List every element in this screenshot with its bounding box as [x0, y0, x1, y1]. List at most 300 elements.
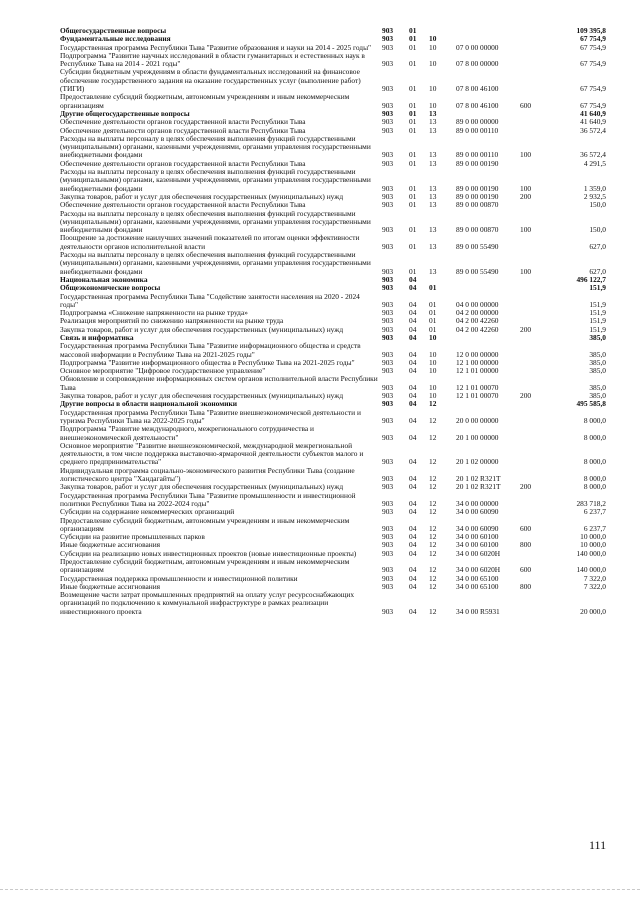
row-expense-type-code [520, 201, 548, 209]
row-subsection-code: 13 [429, 241, 437, 251]
row-section-code: 01 [409, 191, 417, 201]
row-grbs-code: 903 [382, 357, 394, 367]
row-section-code: 01 [409, 108, 417, 118]
row-section-code: 04 [409, 308, 417, 318]
row-grbs-code: 903 [382, 324, 394, 334]
row-amount: 7 322,0 [583, 573, 606, 583]
row-section-code: 04 [409, 316, 417, 326]
row-subsection-code: 12 [429, 474, 437, 484]
row-expense-type-code: 100 [520, 225, 532, 235]
row-target-article-code: 07 8 00 46100 [456, 84, 499, 94]
row-amount: 140 000,0 [576, 565, 606, 575]
row-expense-type-code [520, 359, 548, 367]
row-amount: 151,9 [589, 316, 606, 326]
row-section-code: 01 [409, 26, 417, 35]
row-amount: 627,0 [589, 266, 606, 276]
row-name: Государственная поддержка промышленности и инвестиционной политики [60, 573, 298, 583]
row-section-code: 01 [409, 125, 417, 135]
row-amount: 67 754,9 [580, 59, 606, 69]
row-name: Закупка товаров, работ и услуг для обеспечения государственных (муниципальных) нужд [60, 391, 344, 401]
row-grbs-code: 903 [382, 158, 394, 168]
row-expense-type-code [520, 334, 548, 342]
row-target-article-code: 04 0 00 00000 [456, 299, 499, 309]
row-target-article-code: 12 1 00 00000 [456, 357, 499, 367]
row-subsection-code: 10 [429, 357, 437, 367]
row-section-code: 04 [409, 581, 417, 591]
table-row [60, 234, 606, 251]
row-target-article-code: 34 0 00 60090 [456, 523, 499, 533]
row-section-code: 04 [409, 324, 417, 334]
row-section-code: 01 [409, 241, 417, 251]
row-name: Государственная программа Республики Тыва "Развитие информационного общества и средств массовой информации в Республике Тыва на 2021-2025 годы" [60, 341, 361, 359]
row-grbs-code: 903 [382, 548, 394, 558]
row-grbs-code: 903 [382, 59, 394, 69]
row-grbs-code: 903 [382, 482, 394, 492]
row-amount: 67 754,9 [580, 84, 606, 94]
row-name: Субсидии на реализацию новых инвестиционных проектов (новые инвестиционные проекты) [60, 548, 357, 558]
row-amount: 8 000,0 [583, 457, 606, 467]
row-expense-type-code: 200 [520, 482, 532, 492]
row-expense-type-code [520, 492, 548, 509]
row-name: Фундаментальные исследования [60, 34, 171, 44]
row-section-code: 04 [409, 432, 417, 442]
row-amount: 36 572,4 [580, 125, 606, 135]
row-section-code: 04 [409, 391, 417, 401]
row-target-article-code: 12 0 00 00000 [456, 349, 499, 359]
row-name: Общегосударственные вопросы [60, 26, 167, 35]
row-expense-type-code [520, 234, 548, 251]
row-section-code: 04 [409, 573, 417, 583]
row-expense-type-code [520, 309, 548, 317]
row-expense-type-code [520, 293, 548, 310]
row-name: Реализация мероприятий по снижению напряженности на рынке труда [60, 316, 284, 326]
row-amount: 151,9 [589, 308, 606, 318]
row-section-code: 01 [409, 158, 417, 168]
row-name: Подпрограмма "Развитие информационного общества в Республике Тыва на 2021-2025 годы" [60, 357, 355, 367]
row-target-article-code: 89 0 00 00110 [456, 125, 499, 135]
row-amount: 41 640,9 [580, 108, 606, 118]
row-name: Обеспечение деятельности органов государственной власти Республики Тыва [60, 125, 306, 135]
budget-table [60, 27, 606, 616]
row-amount: 109 395,8 [576, 26, 606, 35]
row-expense-type-code [520, 550, 548, 558]
row-name: Расходы на выплаты персоналу в целях обеспечения выполнения функций государственными (муниципальными) органами, казенными учреждениями, органами управления государственными внебюджетными фондами [60, 250, 371, 276]
row-section-code: 01 [409, 117, 417, 127]
row-name: Подпрограмма "Развитие научных исследований в области гуманитарных и естественных наук в Республике Тыва на 2014 - 2021 годы" [60, 50, 365, 69]
row-grbs-code: 903 [382, 349, 394, 359]
row-amount: 1 359,0 [583, 183, 606, 193]
table-row [60, 326, 606, 334]
table-row [60, 251, 606, 276]
table-row [60, 135, 606, 160]
row-target-article-code: 04 2 00 00000 [456, 308, 499, 318]
row-target-article-code: 07 8 00 00000 [456, 59, 499, 69]
row-subsection-code: 10 [429, 84, 437, 94]
row-amount: 6 237,7 [583, 507, 606, 517]
row-expense-type-code: 600 [520, 100, 532, 110]
row-expense-type-code: 100 [520, 150, 532, 160]
row-name: Предоставление субсидий бюджетным, автономным учреждениям и иным некоммерческим организациям [60, 557, 350, 575]
table-row [60, 442, 606, 467]
row-name: Субсидии бюджетным учреждениям в области фундаментальных исследований на финансовое обеспечение государственного задания на оказание государственных услуг (выполнение работ) (ТИГИ) [60, 67, 361, 94]
table-row [60, 52, 606, 69]
row-subsection-code: 10 [429, 100, 437, 110]
row-expense-type-code [520, 27, 548, 35]
row-expense-type-code [520, 110, 548, 118]
row-amount: 41 640,9 [580, 117, 606, 127]
row-subsection-code: 12 [429, 498, 437, 508]
row-grbs-code: 903 [382, 532, 394, 542]
row-amount: 151,9 [589, 299, 606, 309]
row-grbs-code: 903 [382, 332, 394, 342]
row-target-article-code: 34 0 00 65100 [456, 581, 499, 591]
row-grbs-code: 903 [382, 432, 394, 442]
row-expense-type-code: 800 [520, 581, 532, 591]
row-grbs-code: 903 [382, 366, 394, 376]
row-grbs-code: 903 [382, 150, 394, 160]
row-section-code: 01 [409, 200, 417, 210]
row-target-article-code: 34 0 00 6020H [456, 565, 501, 575]
row-target-article-code: 20 1 02 R321T [456, 474, 501, 484]
row-name: Государственная программа Республики Тыва "Развитие промышленности и инвестиционной политики Республики Тыва на 2022-2024 годы" [60, 490, 356, 508]
row-grbs-code: 903 [382, 34, 394, 44]
row-expense-type-code [520, 68, 548, 93]
row-target-article-code: 34 0 00 60090 [456, 507, 499, 517]
row-expense-type-code [520, 591, 548, 616]
row-name: Основное мероприятие "Цифровое государственное управление" [60, 366, 266, 376]
row-target-article-code: 34 0 00 6020H [456, 548, 501, 558]
row-grbs-code: 903 [382, 316, 394, 326]
row-expense-type-code [520, 35, 548, 43]
row-name: Закупка товаров, работ и услуг для обеспечения государственных (муниципальных) нужд [60, 324, 344, 334]
row-section-code: 04 [409, 382, 417, 392]
row-grbs-code: 903 [382, 299, 394, 309]
row-subsection-code: 01 [429, 299, 437, 309]
row-target-article-code [456, 284, 520, 292]
row-amount: 151,9 [589, 324, 606, 334]
row-amount: 4 291,5 [583, 158, 606, 168]
row-grbs-code: 903 [382, 523, 394, 533]
row-amount: 495 585,8 [576, 399, 606, 409]
row-expense-type-code [520, 127, 548, 135]
row-subsection-code: 12 [429, 532, 437, 542]
row-section-code: 04 [409, 540, 417, 550]
row-expense-type-code [520, 467, 548, 484]
row-grbs-code: 903 [382, 42, 394, 52]
row-subsection-code: 13 [429, 200, 437, 210]
row-section-code: 04 [409, 283, 417, 293]
row-subsection-code: 01 [429, 316, 437, 326]
row-target-article-code: 34 0 00 R5931 [456, 606, 500, 616]
row-amount: 20 000,0 [580, 606, 606, 616]
row-subsection-code: 13 [429, 183, 437, 193]
row-grbs-code: 903 [382, 125, 394, 135]
row-subsection-code: 12 [429, 540, 437, 550]
row-section-code: 04 [409, 507, 417, 517]
row-expense-type-code [520, 442, 548, 467]
row-amount: 385,0 [589, 349, 606, 359]
row-target-article-code [456, 276, 520, 284]
row-section-code: 04 [409, 399, 417, 409]
footer-scan-line [0, 889, 640, 891]
row-section-code: 04 [409, 274, 417, 284]
row-target-article-code: 34 0 00 60100 [456, 540, 499, 550]
row-amount: 7 322,0 [583, 581, 606, 591]
row-name: Другие общегосударственные вопросы [60, 108, 190, 118]
row-expense-type-code [520, 342, 548, 359]
row-expense-type-code [520, 425, 548, 442]
table-row [60, 492, 606, 509]
row-target-article-code: 34 0 00 65100 [456, 573, 499, 583]
row-section-code: 04 [409, 482, 417, 492]
table-row [60, 210, 606, 235]
row-subsection-code: 13 [429, 225, 437, 235]
row-expense-type-code [520, 284, 548, 292]
row-amount: 67 754,9 [580, 42, 606, 52]
row-subsection-code: 10 [429, 59, 437, 69]
row-subsection-code: 12 [429, 482, 437, 492]
row-subsection-code: 01 [429, 324, 437, 334]
row-grbs-code: 903 [382, 100, 394, 110]
row-grbs-code: 903 [382, 108, 394, 118]
row-name: Закупка товаров, работ и услуг для обеспечения государственных (муниципальных) нужд [60, 191, 344, 201]
row-name: Закупка товаров, работ и услуг для обеспечения государственных (муниципальных) нужд [60, 482, 344, 492]
row-target-article-code: 89 0 00 55490 [456, 241, 499, 251]
table-row [60, 591, 606, 616]
row-target-article-code: 12 1 01 00070 [456, 391, 499, 401]
row-grbs-code: 903 [382, 540, 394, 550]
row-section-code: 04 [409, 565, 417, 575]
row-name: Иные бюджетные ассигнования [60, 581, 161, 591]
table-row [60, 93, 606, 110]
row-subsection-code: 12 [429, 606, 437, 616]
row-subsection-code: 12 [429, 573, 437, 583]
budget-table-body [60, 27, 606, 616]
table-row [60, 342, 606, 359]
row-grbs-code: 903 [382, 266, 394, 276]
row-section-code: 04 [409, 415, 417, 425]
row-subsection-code: 13 [429, 266, 437, 276]
row-subsection-code: 10 [429, 349, 437, 359]
row-subsection-code: 12 [429, 399, 437, 409]
row-amount: 385,0 [589, 332, 606, 342]
row-target-article-code: 89 0 00 00190 [456, 191, 499, 201]
row-grbs-code: 903 [382, 606, 394, 616]
row-subsection-code: 01 [429, 283, 437, 293]
row-grbs-code: 903 [382, 26, 394, 35]
row-section-code: 04 [409, 532, 417, 542]
row-target-article-code: 89 0 00 55490 [456, 266, 499, 276]
row-amount: 150,0 [589, 225, 606, 235]
page-number: 111 [589, 838, 607, 852]
row-grbs-code: 903 [382, 581, 394, 591]
row-section-code: 01 [409, 100, 417, 110]
row-subsection-code: 13 [429, 150, 437, 160]
row-subsection-code: 10 [429, 34, 437, 44]
row-target-article-code: 89 0 00 00870 [456, 225, 499, 235]
row-subsection-code: 10 [429, 366, 437, 376]
row-name: Государственная программа Республики Тыва "Содействие занятости населения на 2020 - 2024 годы" [60, 291, 360, 309]
row-name: Предоставление субсидий бюджетным, автономным учреждениям и иным некоммерческим организациям [60, 92, 350, 110]
row-amount: 8 000,0 [583, 415, 606, 425]
row-name: Обновление и сопровождение информационных систем органов исполнительной власти Республики Тыва [60, 374, 378, 392]
row-target-article-code [456, 400, 520, 408]
row-amount: 385,0 [589, 391, 606, 401]
row-expense-type-code: 800 [520, 540, 532, 550]
row-section-code: 04 [409, 299, 417, 309]
table-row [60, 409, 606, 426]
row-expense-type-code [520, 52, 548, 69]
table-row [60, 467, 606, 484]
table-row [60, 375, 606, 392]
row-subsection-code: 13 [429, 117, 437, 127]
table-row [60, 168, 606, 193]
row-section-code: 04 [409, 498, 417, 508]
row-section-code: 04 [409, 349, 417, 359]
row-name: Обеспечение деятельности органов государственной власти Республики Тыва [60, 117, 306, 127]
row-name: Возмещение части затрат промышленных предприятий на оплату услуг ресурсоснабжающих организаций по подключению к коммунальной инфраструктуре в рамках реализации инвестиционного проекта [60, 590, 355, 616]
row-expense-type-code [520, 409, 548, 426]
row-target-article-code: 20 1 00 00000 [456, 432, 499, 442]
row-subsection-code: 10 [429, 332, 437, 342]
row-amount: 67 754,9 [580, 34, 606, 44]
row-amount: 150,0 [589, 200, 606, 210]
row-amount: 67 754,9 [580, 100, 606, 110]
row-name: Расходы на выплаты персоналу в целях обеспечения выполнения функций государственными (муниципальными) органами, казенными учреждениями, органами управления государственными внебюджетными фондами [60, 167, 371, 193]
row-amount: 140 000,0 [576, 548, 606, 558]
row-grbs-code: 903 [382, 573, 394, 583]
row-target-article-code: 20 0 00 00000 [456, 415, 499, 425]
row-grbs-code: 903 [382, 498, 394, 508]
table-row [60, 517, 606, 534]
row-grbs-code: 903 [382, 308, 394, 318]
row-target-article-code: 34 0 00 00000 [456, 498, 499, 508]
row-expense-type-code: 200 [520, 324, 532, 334]
row-amount: 8 000,0 [583, 432, 606, 442]
row-subsection-code: 13 [429, 158, 437, 168]
row-target-article-code: 12 1 01 00000 [456, 366, 499, 376]
row-expense-type-code: 100 [520, 266, 532, 276]
row-expense-type-code: 200 [520, 391, 532, 401]
row-grbs-code: 903 [382, 283, 394, 293]
row-name: Субсидии на развитие промышленных парков [60, 532, 205, 542]
table-row [60, 68, 606, 93]
row-section-code: 01 [409, 59, 417, 69]
row-grbs-code: 903 [382, 117, 394, 127]
row-target-article-code: 07 0 00 00000 [456, 42, 499, 52]
row-target-article-code [456, 334, 520, 342]
row-name: Иные бюджетные ассигнования [60, 540, 161, 550]
row-target-article-code: 89 0 00 00190 [456, 158, 499, 168]
row-name: Государственная программа Республики Тыва "Развитие образования и науки на 2014 - 2025 годы" [60, 42, 372, 52]
row-subsection-code: 13 [429, 191, 437, 201]
row-amount: 283 718,2 [576, 498, 606, 508]
row-grbs-code: 903 [382, 457, 394, 467]
row-grbs-code: 903 [382, 474, 394, 484]
row-amount: 151,9 [589, 283, 606, 293]
row-target-article-code: 89 0 00 00870 [456, 200, 499, 210]
row-section-code: 04 [409, 357, 417, 367]
row-expense-type-code: 600 [520, 523, 532, 533]
row-amount: 36 572,4 [580, 150, 606, 160]
row-subsection-code: 10 [429, 391, 437, 401]
row-grbs-code: 903 [382, 507, 394, 517]
row-grbs-code: 903 [382, 225, 394, 235]
row-name: Национальная экономика [60, 274, 148, 284]
row-target-article-code: 34 0 00 60100 [456, 532, 499, 542]
row-expense-type-code: 600 [520, 565, 532, 575]
row-expense-type-code [520, 276, 548, 284]
row-target-article-code [456, 27, 520, 35]
row-amount: 496 122,7 [576, 274, 606, 284]
row-section-code: 01 [409, 150, 417, 160]
row-section-code: 04 [409, 523, 417, 533]
row-target-article-code: 12 1 01 00070 [456, 382, 499, 392]
row-grbs-code: 903 [382, 391, 394, 401]
row-amount: 627,0 [589, 241, 606, 251]
row-amount: 385,0 [589, 382, 606, 392]
row-target-article-code: 89 0 00 00000 [456, 117, 499, 127]
row-amount: 10 000,0 [580, 540, 606, 550]
row-target-article-code: 20 1 02 R321T [456, 482, 501, 492]
row-expense-type-code: 200 [520, 191, 532, 201]
row-section-code: 01 [409, 42, 417, 52]
row-section-code: 01 [409, 183, 417, 193]
row-subsection-code: 12 [429, 565, 437, 575]
row-target-article-code: 04 2 00 42260 [456, 316, 499, 326]
row-amount: 10 000,0 [580, 532, 606, 542]
row-subsection-code: 10 [429, 42, 437, 52]
row-subsection-code: 12 [429, 548, 437, 558]
row-grbs-code: 903 [382, 84, 394, 94]
row-section-code: 04 [409, 366, 417, 376]
row-amount: 385,0 [589, 366, 606, 376]
row-grbs-code: 903 [382, 399, 394, 409]
row-section-code: 04 [409, 474, 417, 484]
table-row [60, 425, 606, 442]
row-expense-type-code [520, 375, 548, 392]
row-name: Другие вопросы в области национальной экономики [60, 399, 238, 409]
row-subsection-code: 12 [429, 415, 437, 425]
row-grbs-code: 903 [382, 183, 394, 193]
table-row [60, 558, 606, 575]
row-amount: 8 000,0 [583, 482, 606, 492]
row-section-code: 01 [409, 266, 417, 276]
row-amount: 2 932,5 [583, 191, 606, 201]
row-expense-type-code [520, 160, 548, 168]
row-name: Обеспечение деятельности органов государственной власти Республики Тыва [60, 200, 306, 210]
row-subsection-code: 12 [429, 507, 437, 517]
row-grbs-code: 903 [382, 565, 394, 575]
row-grbs-code: 903 [382, 382, 394, 392]
row-target-article-code: 04 2 00 42260 [456, 324, 499, 334]
row-name: Основное мероприятие "Развитие внешнеэкономической, международной межрегиональной деятельности, в том числе поддержка выставочно-ярмарочной деятельности субъектов малого и среднего предпринимательства" [60, 440, 364, 467]
row-section-code: 01 [409, 84, 417, 94]
table-row [60, 293, 606, 310]
row-grbs-code: 903 [382, 241, 394, 251]
row-amount: 6 237,7 [583, 523, 606, 533]
row-target-article-code: 20 1 02 00000 [456, 457, 499, 467]
row-name: Поощрение за достижение наилучших значений показателей по итогам оценки эффективности деятельности органов исполнительной власти [60, 233, 360, 251]
row-subsection-code: 13 [429, 108, 437, 118]
row-name: Государственная программа Республики Тыва "Развитие внешнеэкономической деятельности и туризма Республики Тыва на 2022-2025 годы" [60, 407, 361, 425]
row-subsection-code: 12 [429, 523, 437, 533]
row-amount: 385,0 [589, 357, 606, 367]
row-name: Индивидуальная программа социально-экономического развития Республики Тыва (создание логистического центра "Хандагайты") [60, 465, 355, 484]
row-name: Общеэкономические вопросы [60, 283, 161, 293]
row-expense-type-code: 100 [520, 183, 532, 193]
row-subsection-code: 13 [429, 125, 437, 135]
